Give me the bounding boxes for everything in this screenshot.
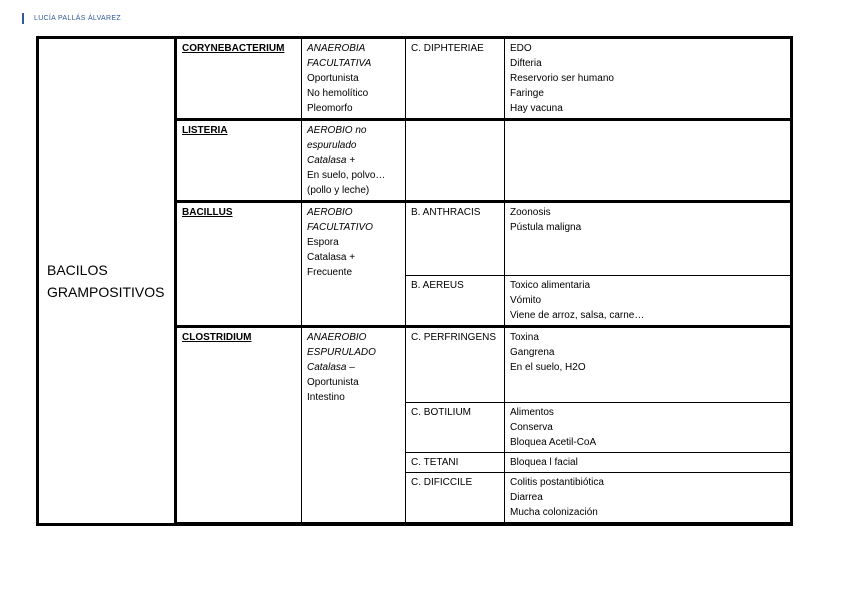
species-cell: B. ANTHRACIS <box>406 202 505 276</box>
properties-cell: AEROBIO no espurulado Catalasa + En suelo, polvo… (pollo y leche) <box>302 120 406 202</box>
notes-cell: EDO Difteria Reservorio ser humano Faringe Hay vacuna <box>505 38 792 120</box>
genus-cell: BACILLUS <box>176 202 302 327</box>
properties-cell: ANAEROBIO ESPURULADO Catalasa – Oportunista Intestino <box>302 327 406 523</box>
genus-cell: CORYNEBACTERIUM <box>176 38 302 120</box>
genus-cell: CLOSTRIDIUM <box>176 327 302 523</box>
spacer-cell <box>176 523 792 525</box>
properties-cell: ANAEROBIA FACULTATIVA Oportunista No hemolítico Pleomorfo <box>302 38 406 120</box>
species-cell: B. AEREUS <box>406 276 505 327</box>
species-cell: C. DIPHTERIAE <box>406 38 505 120</box>
table-row-corynebacterium <box>38 38 792 120</box>
species-cell: C. PERFRINGENS <box>406 327 505 403</box>
group-label: BACILOS GRAMPOSITIVOS <box>38 38 176 525</box>
header-accent-bar <box>22 13 24 24</box>
genus-cell: LISTERIA <box>176 120 302 202</box>
properties-cell: AEROBIO FACULTATIVO Espora Catalasa + Frecuente <box>302 202 406 327</box>
notes-cell: Zoonosis Pústula maligna <box>505 202 792 276</box>
bacteria-table <box>36 36 793 526</box>
notes-cell: Alimentos Conserva Bloquea Acetil-CoA <box>505 403 792 453</box>
notes-cell: Bloquea l facial <box>505 453 792 473</box>
notes-cell: Toxina Gangrena En el suelo, H2O <box>505 327 792 403</box>
author-name: LUCÍA PALLÁS ÁLVAREZ <box>34 14 121 22</box>
species-cell: C. TETANI <box>406 453 505 473</box>
species-cell: C. BOTILIUM <box>406 403 505 453</box>
species-cell: C. DIFICCILE <box>406 473 505 523</box>
notes-cell <box>505 120 792 202</box>
notes-cell: Toxico alimentaria Vómito Viene de arroz, salsa, carne… <box>505 276 792 327</box>
notes-cell: Colitis postantibiótica Diarrea Mucha colonización <box>505 473 792 523</box>
page-header <box>22 12 121 24</box>
species-cell <box>406 120 505 202</box>
